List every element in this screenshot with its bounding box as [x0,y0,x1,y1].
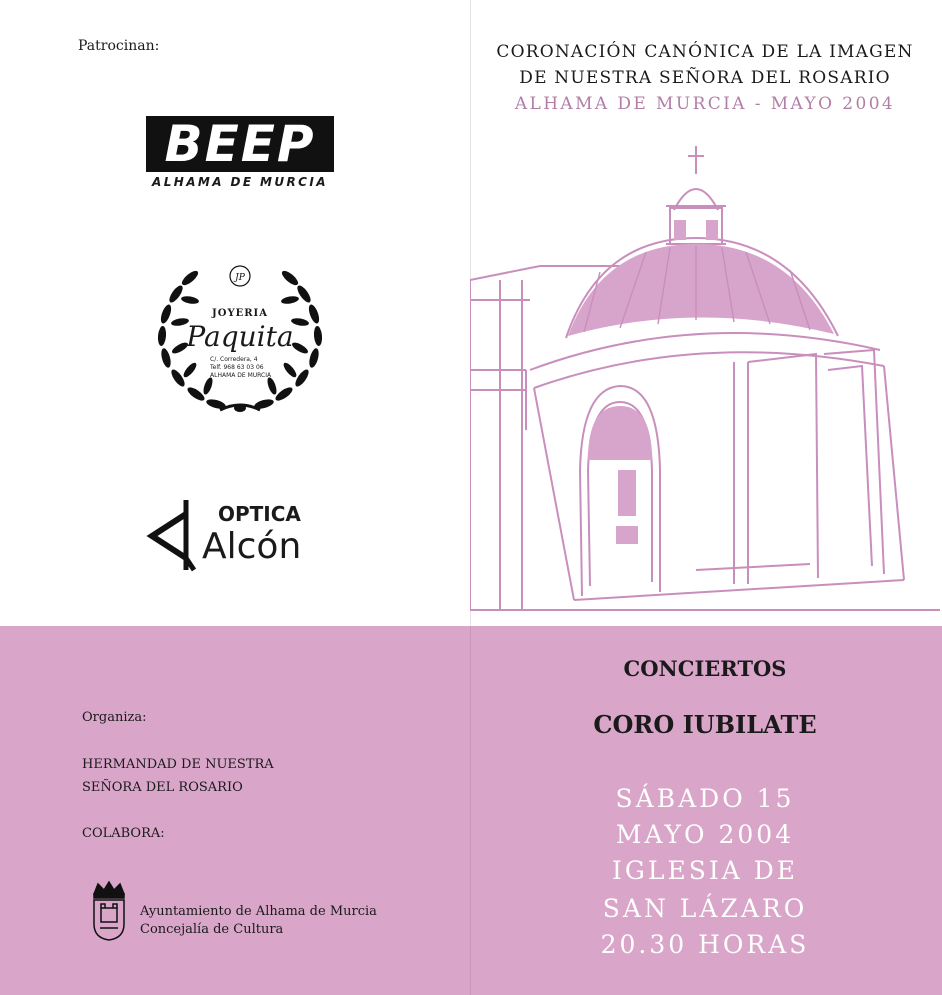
joyeria-label: JOYERIA [212,308,268,319]
paquita-city: ALHAMA DE MURCIA [210,372,272,379]
colabora-line-1: Ayuntamiento de Alhama de Murcia [140,904,377,919]
optica-alcon-logo [146,496,346,572]
optica-word: OPTICA [218,502,301,526]
sponsors-label: Patrocinan: [78,38,160,54]
beep-location: ALHAMA DE MURCIA [152,175,328,189]
joyeria-paquita-logo [150,260,330,420]
event-performer: CORO IUBILATE [593,710,817,739]
header-line-1: CORONACIÓN CANÓNICA DE LA IMAGEN [496,42,914,62]
header-line-2: DE NUESTRA SEÑORA DEL ROSARIO [519,68,891,88]
event-month-line: MAYO 2004 [615,820,795,849]
event-venue-line-2: SAN LÁZARO [602,894,808,923]
town-crest-icon [88,880,130,942]
event-time-line: 20.30 HORAS [600,930,810,959]
organiza-line-1: HERMANDAD DE NUESTRA [82,757,274,772]
paquita-street: C/. Corredera, 4 [210,356,258,363]
colabora-line-2: Concejalía de Cultura [140,922,284,937]
event-date-line: SÁBADO 15 [615,784,795,813]
paquita-name: Paquita [186,320,294,353]
organiza-label: Organiza: [82,710,147,725]
optica-mark-icon [146,496,206,572]
organiza-line-2: SEÑORA DEL ROSARIO [82,780,243,795]
svg-text:JP: JP [235,273,245,283]
colabora-label: COLABORA: [82,826,165,841]
beep-name: BEEP [146,116,334,172]
event-heading: CONCIERTOS [623,656,787,681]
alcon-word: Alcón [202,526,302,567]
event-venue-line-1: IGLESIA DE [612,856,798,885]
paquita-phone: Telf. 968 63 03 06 [210,364,264,371]
beep-logo [146,116,334,189]
paquita-address [210,356,300,380]
church-dome-illustration [470,140,942,620]
header-line-3: ALHAMA DE MURCIA - MAYO 2004 [514,94,896,114]
